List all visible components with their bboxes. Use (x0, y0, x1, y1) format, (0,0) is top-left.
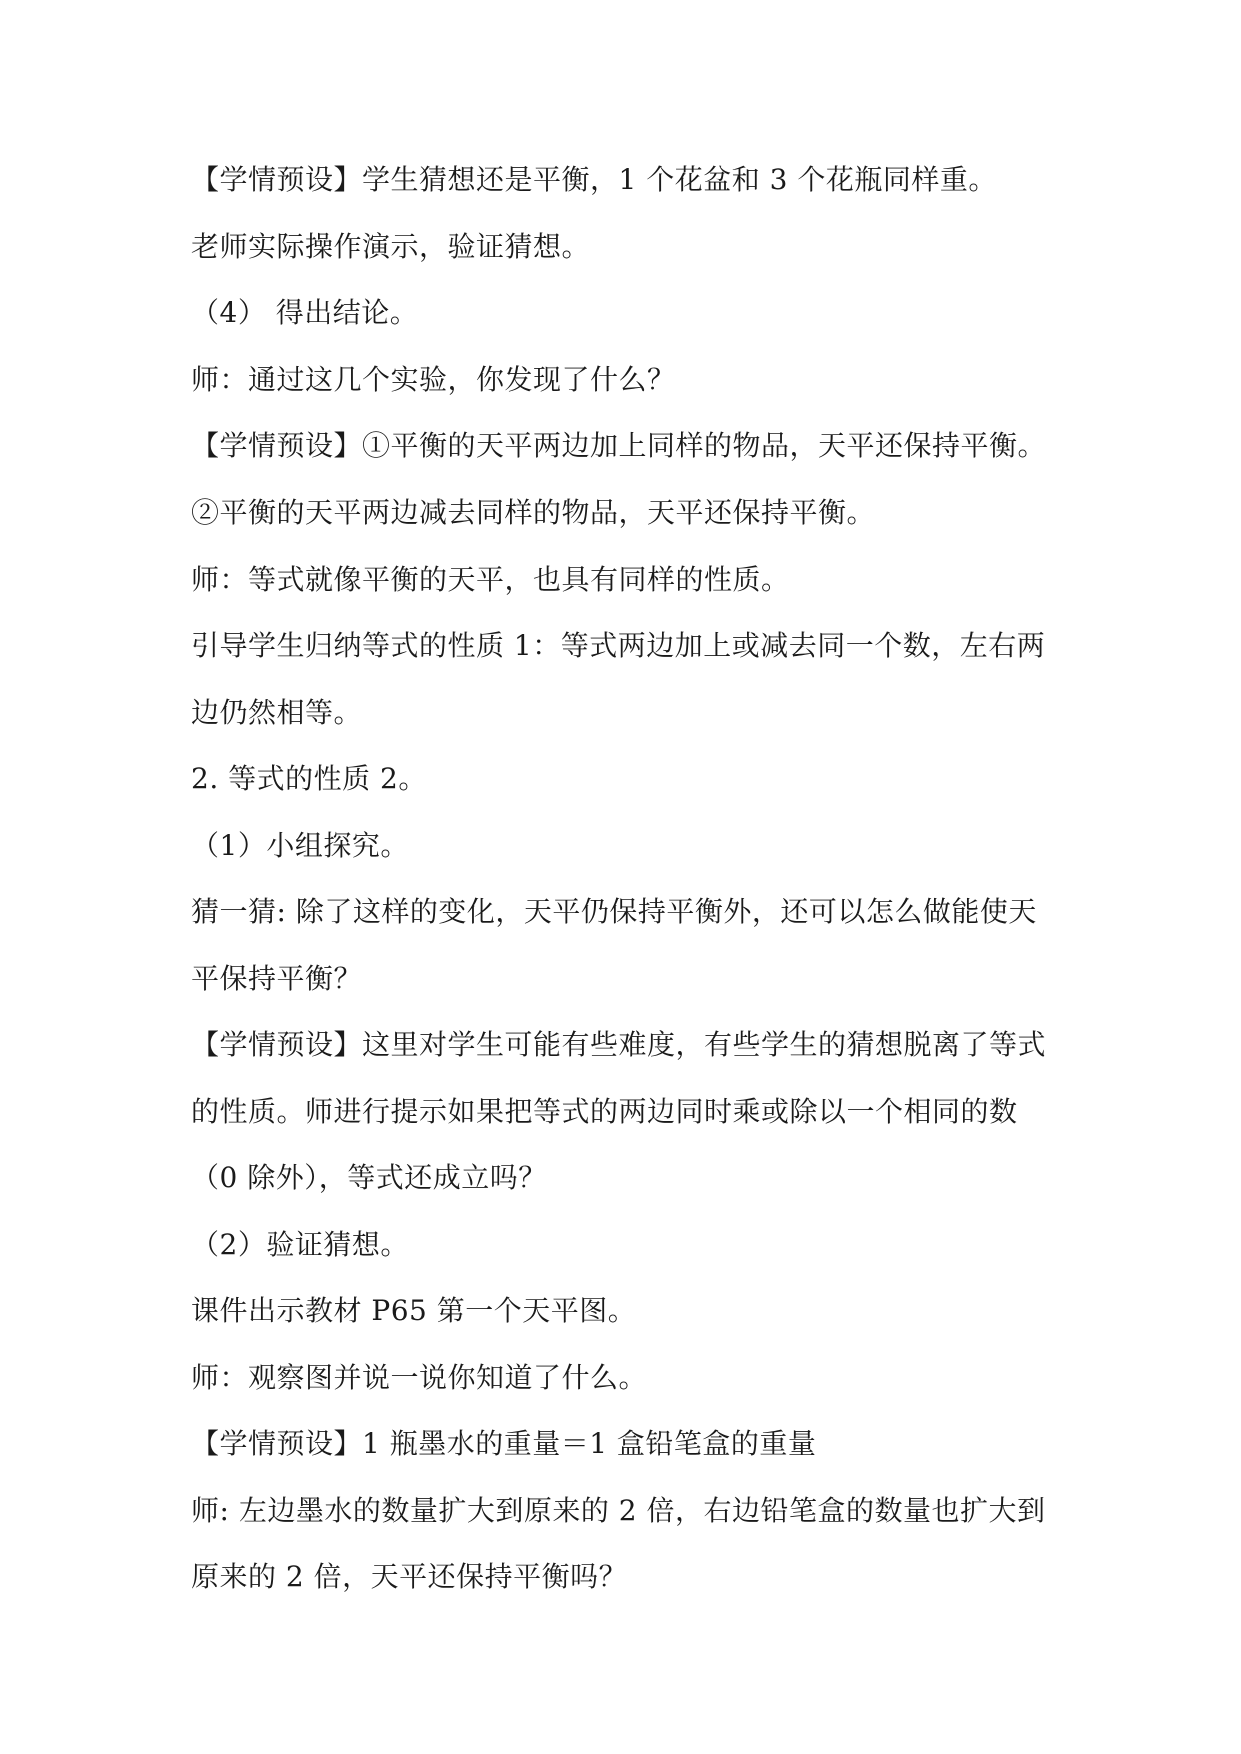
paragraph-line: 【学情预设】这里对学生可能有些难度，有些学生的猜想脱离了等式 (191, 1028, 1047, 1061)
paragraph-line: 课件出示教材 P65 第一个天平图。 (191, 1294, 637, 1327)
paragraph-line: 边仍然相等。 (191, 696, 363, 729)
paragraph-line: 师: 左边墨水的数量扩大到原来的 2 倍，右边铅笔盒的数量也扩大到 (191, 1494, 1046, 1527)
paragraph-line: 师：观察图并说一说你知道了什么。 (191, 1361, 648, 1394)
paragraph-line: 原来的 2 倍，天平还保持平衡吗？ (191, 1560, 628, 1593)
paragraph-line: 【学情预设】1 瓶墨水的重量＝1 盒铅笔盒的重量 (191, 1427, 817, 1460)
paragraph-line: ②平衡的天平两边减去同样的物品，天平还保持平衡。 (191, 496, 876, 529)
paragraph-line: 2. 等式的性质 2。 (191, 762, 427, 795)
paragraph-line: 平保持平衡？ (191, 962, 363, 995)
paragraph-line: 引导学生归纳等式的性质 1：等式两边加上或减去同一个数，左右两 (191, 629, 1046, 662)
paragraph-line: 猜一猜: 除了这样的变化，天平仍保持平衡外，还可以怎么做能使天 (191, 895, 1037, 928)
paragraph-line: （2）验证猜想。 (191, 1228, 409, 1261)
paragraph-line: 师：通过这几个实验，你发现了什么？ (191, 363, 676, 396)
paragraph-line: （0 除外），等式还成立吗？ (191, 1161, 547, 1194)
paragraph-line: （4） 得出结论。 (191, 296, 419, 329)
paragraph-line: 老师实际操作演示，验证猜想。 (191, 230, 591, 263)
paragraph-line: 【学情预设】学生猜想还是平衡，1 个花盆和 3 个花瓶同样重。 (191, 163, 997, 196)
paragraph-line: 的性质。师进行提示如果把等式的两边同时乘或除以一个相同的数 (191, 1095, 1018, 1128)
paragraph-line: 【学情预设】①平衡的天平两边加上同样的物品，天平还保持平衡。 (191, 429, 1047, 462)
paragraph-line: 师：等式就像平衡的天平，也具有同样的性质。 (191, 563, 790, 596)
paragraph-line: （1）小组探究。 (191, 829, 409, 862)
